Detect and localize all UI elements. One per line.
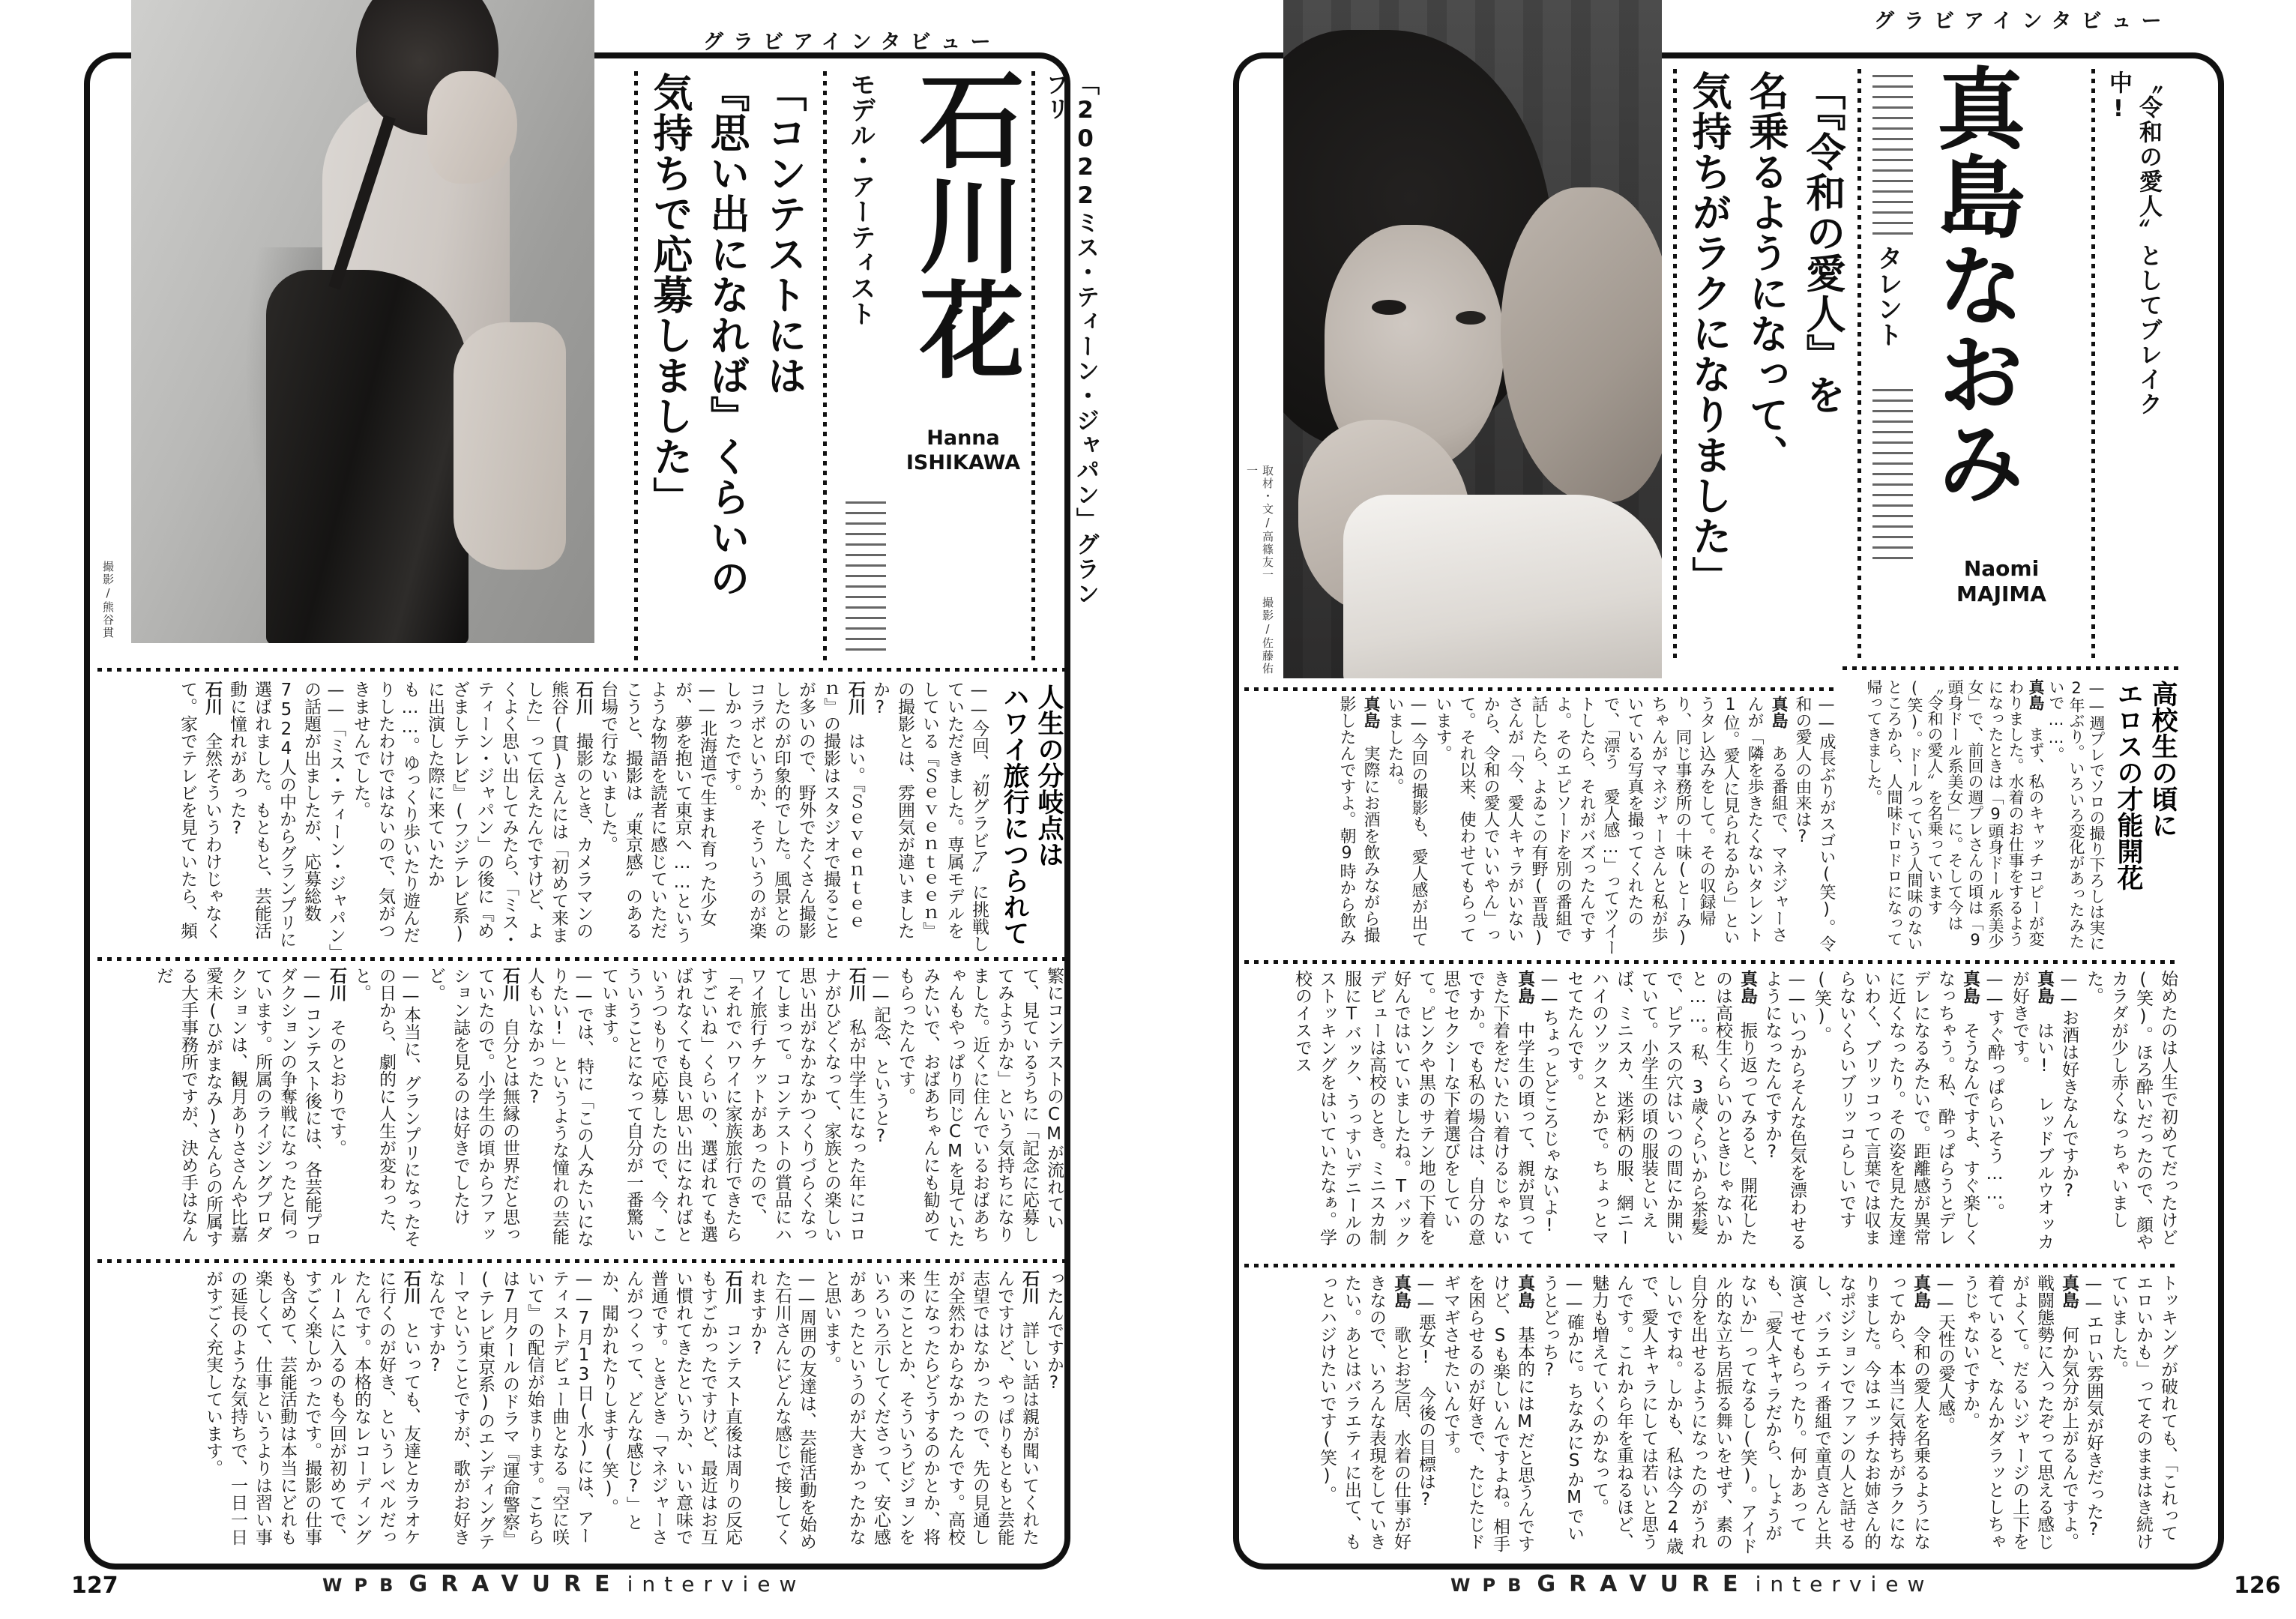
right-tagline: 〝令和の愛人〟としてブレイク中! [2105, 70, 2162, 417]
article-paragraph: 真島 はい! レッドブルウオッカが好きです。 [2010, 970, 2054, 1250]
article-paragraph: ——いつからそんな色気を漂わせるようになったんですか? [1762, 970, 1807, 1250]
left-article-band-3 [97, 1270, 1066, 1555]
speaker-name: 石川 [846, 681, 865, 715]
article-paragraph: ——コンテスト後には、各芸能プロダクションの争奪戦になったと伺っています。所属のライジングプロダクションは、観月ありささんや比嘉愛未(ひがまなみ)さんらの所属する大手事務所ですが、決め手はなんだ [154, 967, 322, 1247]
left-quote-line2: 『思い出になれば』くらいの [704, 72, 750, 598]
speaker-name: 真島 [1911, 1274, 1930, 1309]
article-paragraph: 真島 そうなんですよ、すぐ楽しくなっちゃう。私、酔っぱらうとデレデレになるみたいで。距離感が異常に近くなったり。その姿を見た友達いわく、ブリッコって言葉では収まらないくらいブリッコらしいです(笑)。 [1812, 970, 1980, 1246]
article-paragraph: 石川 といっても、友達とカラオケに行くのが好き、というレベルだったんです。本格的なレコーディングルームに入るのも今回が初めてで、すごく楽しかったです。撮影の仕事も含めて、芸能活動は本当にどれも楽しくて、仕事というよりは習い事の延長のような気持ちで、一日一日がすごく充実しています。 [203, 1270, 421, 1546]
speaker-name: 真島 [1515, 1274, 1534, 1309]
right-section-header [2111, 681, 2180, 956]
right-name-romaji [1926, 556, 2076, 607]
right-footer-magazine-logo [1450, 1571, 1933, 1597]
left-name-romaji [900, 426, 1027, 475]
divider-dotted-h [1244, 1264, 2180, 1267]
article-paragraph: 真島 令和の愛人を名乗るようになってから、本当に気持ちがラクになりました。今はエッチなお姉さん的なポジションでファンの人と話せるし、バラエティ番組で童貞さんと共演させてもらったり。何かあっても、「愛人キャラだから、しょうがないか」ってなるし(笑)。アイドル的な立ち居振る舞いをせず、素の自分を出せるようになったのがうれしいですね。しかも、私は今24歳で、愛人キャラにしては若いと思うんです。これから年を重ねるほど、魅力も増えていくのかなって。 [1589, 1274, 1930, 1555]
romaji-line: MAJIMA [1956, 582, 2046, 606]
divider-dotted [1031, 71, 1035, 663]
article-paragraph: 石川 自分とは無縁の世界だと思っていたので。小学生の頃からファッション誌を見るのは好きでしたけど。 [426, 967, 519, 1243]
article-paragraph: 石川 はい。『Ｓｅｖｅｎｔｅｅｎ』の撮影はスタジオで撮ることが多いので、野外でたくさん撮影したのが印象的でした。風景とのコラボというか、そういうのが楽しかったです。 [722, 681, 865, 939]
divider-dotted-h [1244, 960, 2180, 964]
speaker-name: 真島 [1960, 970, 1980, 1004]
left-photo-credit: 撮影/熊谷貫 [101, 561, 115, 639]
right-page-series-label: グラビアインタビュー [1874, 10, 2172, 33]
article-paragraph: ——北海道で生まれ育った少女が、夢を抱いて東京へ……というような物語を読者に感じていただこうと、撮影は〝東京感〟のある台場で行ないました。 [598, 681, 717, 944]
section-header-line: 高校生の頃に [2148, 681, 2178, 838]
section-header-line: 人生の分岐点は [1034, 684, 1064, 867]
divider-dotted [1673, 69, 1677, 661]
photo-arm [454, 322, 566, 570]
speaker-name: 真島 [1515, 970, 1534, 1004]
article-paragraph: 真島 中学生の頃って、親が買ってきた下着をだいたい着けるじゃないですか。でも私の場合は、自分の意思でセクシーな下着選びをしていて。ピンクや黒のサテン地の下着を好んではいていましたね。Tバックデビューは高校のとき。ミニスカ制服にTバック、うっすいデニールのストッキングをはいていたなぁ。学校のイスでス [1292, 970, 1534, 1248]
article-paragraph: 真島 まず、私のキャッチコピーが変わりました。水着のお仕事をするようになったときは「9頭身ドール系美少女」で、前回の週プレさんの頃は「9頭身ドール系美女」に。そして今は〝令和の愛人〟を名乗っています(笑)。ドールっていう人間味のないところから、人間味ドロドロになって帰ってきました。 [1865, 679, 2045, 951]
speaker-name: 真島 [2027, 679, 2045, 711]
divider-dotted-h [1244, 687, 1838, 691]
left-role-column [846, 71, 886, 651]
article-paragraph: 石川 私が中学生になった年にコロナがひどくなって、家族との楽しい思い出がなかなかつくりづらくなってしまって。コンテストの賞品にハワイ旅行チケットがあったので、「それでハワイに家族旅行できたらすごいね」くらいの、選ばれても選ばれなくても良い思い出になればというつもりで応募したので、今、こういうことになって自分が一番驚いています。 [599, 967, 866, 1243]
section-header-line: ハワイ旅行につられて [999, 684, 1029, 946]
right-role-column [1872, 75, 1913, 561]
article-paragraph: ——7月13日(水)には、アーティストデビュー曲となる『空に咲いて』の配信が始まります。こちらは7月クールのドラマ『運命警察』(テレビ東京系)のエンディングテーマということですが、歌がお好きなんですか? [426, 1270, 594, 1550]
rule-lines-decoration [846, 501, 886, 651]
divider-dotted [2091, 69, 2095, 661]
left-role-label: モデル・アーティスト [846, 71, 876, 326]
right-quote-line2: 名乗るようになって、 [1743, 70, 1789, 475]
footer-interview: interview [1755, 1572, 1934, 1597]
speaker-name: 真島 [1361, 696, 1380, 729]
left-article-band-1 [97, 681, 991, 955]
speaker-name: 石川 [573, 681, 593, 715]
right-quote-line3: 気持ちがラクになりました」 [1686, 70, 1732, 597]
article-paragraph: ——確かに。ちなみにSかMでいうとどっち? [1540, 1274, 1584, 1542]
article-paragraph: 真島 基本的にはMだと思うんですけど、Sも楽しいんですよね。相手を困らせるのが好きで、たじたじドギマギさせたいんです。 [1441, 1274, 1534, 1552]
romaji-line: ISHIKAWA [906, 451, 1021, 474]
speaker-name: 石川 [327, 967, 346, 1001]
speaker-name: 真島 [1769, 696, 1788, 729]
article-paragraph: ——今回の撮影も、愛人感が出ていましたね。 [1385, 696, 1428, 947]
article-paragraph: 石川 全然そういうわけじゃなくて。家でテレビを見ていたら、頻 [178, 681, 222, 939]
article-paragraph: ——週プレでソロの撮り下ろしは実に2年ぶり。いろいろ変化があったみたいで……。 [2047, 679, 2106, 951]
photo-pillow [1343, 495, 1662, 678]
right-article-credit: 取材・文/高篠友一 撮影/佐藤佑一 [1245, 465, 1274, 675]
article-paragraph: ——すぐ酔っぱらいそう……。 [1985, 970, 2004, 1220]
rule-lines-decoration [1872, 389, 1913, 561]
romaji-line: Naomi [1963, 556, 2040, 581]
speaker-name: 石川 [500, 967, 519, 1001]
left-section-header [997, 684, 1066, 953]
speaker-name: 石川 [846, 967, 866, 1001]
right-name-title: 真島なおみ [1922, 63, 2025, 505]
speaker-name: 真島 [1391, 1274, 1411, 1309]
footer-wpb: WPB [322, 1575, 406, 1596]
left-page-series-label: グラビアインタビュー [703, 31, 1001, 54]
article-paragraph: ——では、特に「この人みたいになりたい!」というような憧れの芸能人もいなかった? [525, 967, 594, 1247]
speaker-name: 石川 [1019, 1270, 1039, 1304]
article-paragraph: 始めたのは人生で初めてだったけど(笑)。ほろ酔いだったので、顔やカラダが少し赤くなっちゃいました。 [2084, 970, 2178, 1250]
right-article-band-1-under-title [1842, 679, 2106, 955]
divider-dotted-h [97, 957, 1066, 961]
right-article-band-3 [1244, 1274, 2180, 1555]
article-paragraph: ——本当に、グランプリになったその日から、劇的に人生が変わった、と。 [352, 967, 421, 1247]
article-paragraph: ——悪女! 今後の目標は? [1416, 1274, 1435, 1510]
footer-wpb: WPB [1450, 1575, 1534, 1596]
article-paragraph: 真島 何か気分が上がるんですよ。戦闘態勢に入ったぞって思える感じがよくて。だるいジャージの上下を着ていると、なんかダラッとしちゃうじゃないですか。 [1960, 1274, 2079, 1550]
article-paragraph: 石川 詳しい話は親が聞いてくれたんですけど、やっぱりもともと芸能志望ではなかったので、先の見通しが全然わからなかったんです。高校生になったらどうするのかとか、将来のこととか、そういうビジョンをいろいろ示してくださって、安心感があったというのが大きかったかなと思います。 [822, 1270, 1039, 1546]
article-paragraph: ——今回、〝初グラビア〟に挑戦していただきました。専属モデルをしている『Ｓｅｖｅｎｔｅｅｎ』の撮影とは、雰囲気が違いましたか? [870, 681, 989, 953]
article-paragraph: ったんですか? [1044, 1270, 1064, 1393]
right-quote-line1: 「『令和の愛人』を [1800, 70, 1845, 415]
divider-dotted-h [97, 668, 1066, 672]
speaker-name: 真島 [2034, 970, 2054, 1004]
article-paragraph: ——天性の愛人感。 [1935, 1274, 1955, 1434]
right-article-band-1-under-photo [1244, 696, 1838, 956]
footer-interview: interview [627, 1572, 806, 1597]
divider-dotted [1857, 69, 1861, 661]
footer-gravure: GRAVURE [409, 1571, 624, 1597]
article-paragraph: ——成長ぶりがスゴい(笑)。令和の愛人の由来は? [1793, 696, 1836, 952]
article-paragraph: 石川 撮影のとき、カメラマンの熊谷(貫)さんには「初めて来ました」って伝えたんですけど、よくよく思い出してみたら、「ミス・ティーン・ジャパン」の後に『めざましテレビ』(フジテレビ系)に出演した際に来ていたかも……。ゆっくり歩いたり遊んだりしたわけではないので、気がつきませんでした。 [351, 681, 593, 948]
photo-eye [1372, 300, 1406, 315]
article-paragraph: ——エロい雰囲気が好きだった? [2084, 1274, 2103, 1540]
article-paragraph: 石川 コンテスト直後は周りの反応もすごかったですけど、最近はお互い慣れてきたというか、いい意味で普通です。ときどき「マネジャーさんがつくって、どんな感じ?」とか、聞かれたりします(笑)。 [599, 1270, 742, 1546]
right-page-number: 126 [2234, 1573, 2281, 1599]
left-tagline: 「2022ミス・ティーン・ジャパン」グランプリ [1042, 72, 1099, 606]
footer-gravure: GRAVURE [1537, 1571, 1752, 1597]
section-header-line: エロスの才能開花 [2113, 681, 2143, 890]
article-paragraph: 真島 実際にお酒を飲みながら撮影したんですよ。朝9時から飲み [1337, 696, 1380, 945]
article-paragraph: 真島 歌とお芝居、水着の仕事が好きなので、いろんな表現をしていきたい。あとはバラエティに出て、もっとハジけたいです(笑)。 [1317, 1274, 1411, 1550]
speaker-name: 真島 [1738, 970, 1757, 1004]
speaker-name: 真島 [2059, 1274, 2079, 1309]
article-paragraph: トッキングが破れても、「これってエロいかも」ってそのままはき続けていました。 [2109, 1274, 2178, 1550]
speaker-name: 石川 [723, 1270, 742, 1304]
divider-dotted [823, 71, 827, 663]
romaji-line: Hanna [926, 426, 1000, 450]
right-article-band-2 [1244, 970, 2180, 1250]
left-article-band-2 [97, 967, 1066, 1250]
left-page-number: 127 [71, 1573, 118, 1599]
divider-dotted [634, 71, 638, 663]
article-paragraph: ——お酒は好きなんですか? [2059, 970, 2079, 1201]
article-paragraph: 石川 そのとおりです。 [327, 967, 346, 1157]
photo-ishikawa-hanna [131, 0, 594, 643]
article-paragraph: 繁にコンテストのCMが流れていて、見ているうちに「記念に応募してみようかな」という気持ちになりました。近くに住んでいるおばあちゃんもやっぱり同じCMを見ていたみたいで、おばあちゃんにも勧めてもらったんです。 [896, 967, 1064, 1247]
speaker-name: 石川 [202, 681, 222, 715]
article-paragraph: 真島 振り返ってみると、開花したのは高校生くらいのときじゃないかと……。私、3歳くらいから茶髪で、ピアスの穴はいつの間にか開いていて。小学生の頃の服装といえば、ミニスカ、迷彩柄の服、網ニーハイのソックスとかで。ちょっとマセてたんです。 [1564, 970, 1757, 1246]
right-role-label: タレント [1872, 245, 1902, 347]
divider-dotted-h [97, 1259, 1066, 1263]
article-paragraph: ——「ミス・ティーン・ジャパン」の話題が出ましたが、応募総数7524人の中からグランプリに選ばれました。もともと、芸能活動に憧れがあった? [227, 681, 346, 953]
left-quote-line1: 「コンテストには [761, 72, 807, 396]
photo-eye [1456, 311, 1486, 325]
article-paragraph: ——記念、というと? [871, 967, 891, 1146]
speaker-name: 石川 [401, 1270, 421, 1304]
divider-dotted-h [1842, 666, 2180, 670]
photo-black-dress [266, 270, 468, 643]
rule-lines-decoration [1872, 75, 1913, 236]
article-paragraph: 真島 ある番組で、マネジャーさんが「隣を歩きたくないタレント1位。愛人に見られるから」というタレ込みをして。その収録帰り、同じ事務所の十味(とーみ)ちゃんがマネジャーさんと私が歩いている写真を撮ってくれたので、「漂う 愛人感…」ってツイートしたら、それがバズったんですよ。そのエピソードを別の番組で話したら、よゐこの有野(晋哉)さんが「今、愛人キャラがいないから、令和の愛人でいいやん」って。それ以来、使わせてもらっています。 [1433, 696, 1788, 956]
article-paragraph: ——ちょっとどころじゃないよ! [1540, 970, 1559, 1235]
left-name-title: 石川花 [902, 66, 1024, 381]
article-paragraph: ——周囲の友達は、芸能活動を始めた石川さんにどんな感じで接してくれますか? [747, 1270, 816, 1550]
left-footer-magazine-logo [322, 1571, 805, 1597]
photo-majima-naomi [1283, 0, 1662, 678]
left-quote-line3: 気持ちで応募しました」 [647, 72, 693, 517]
